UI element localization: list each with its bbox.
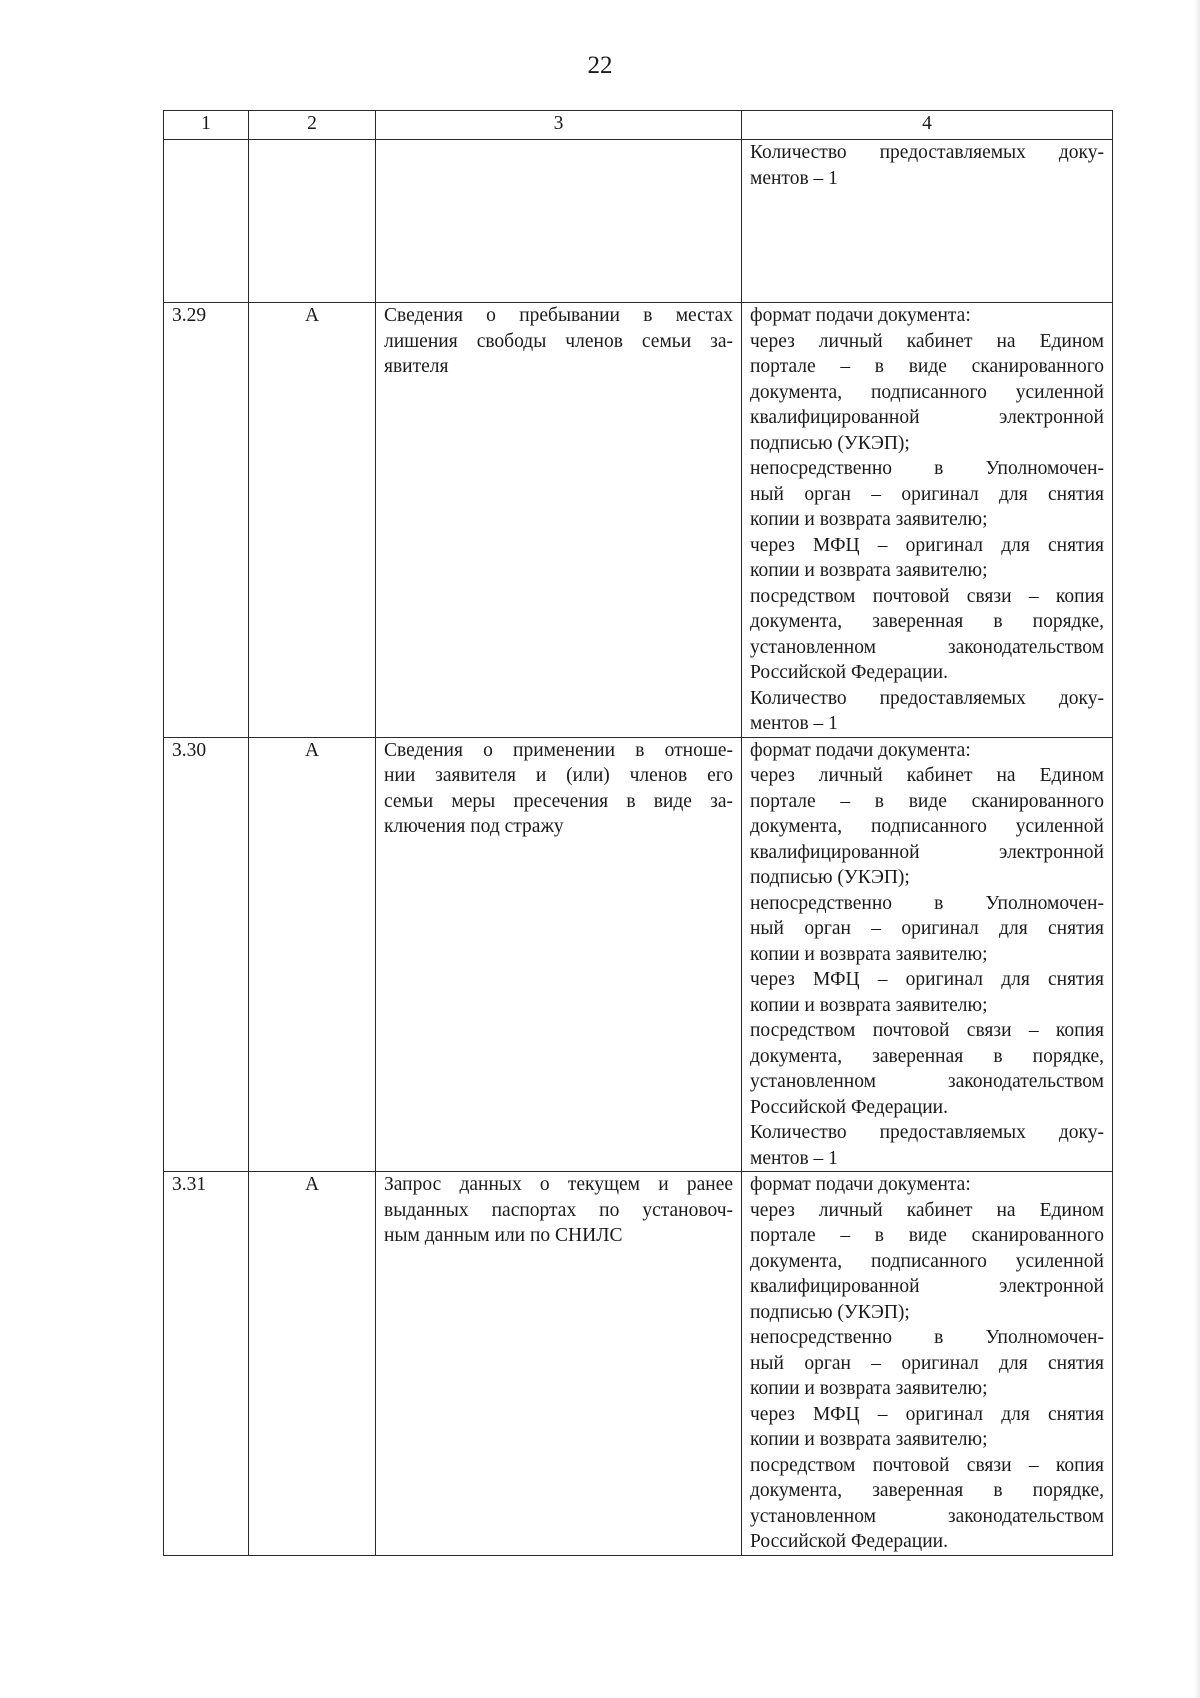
row-format [742,1172,1113,1556]
format-line: через личный кабинет на Едином [750,1199,1104,1221]
format-line: копии и возврата заявителю; [750,1429,988,1450]
header-col-2: 2 [249,111,376,140]
table-row-continuation [164,140,1113,303]
format-line: копии и возврата заявителю; [750,1378,988,1399]
format-line: документа, заверенная в порядке, [750,1045,1104,1067]
format-line: ментов – 1 [750,713,838,734]
continuation-format-cell [742,140,1113,303]
format-line: Российской Федерации. [750,1096,948,1118]
row-number: 3.31 [164,1172,249,1556]
format-line: через МФЦ – оригинал для снятия [750,534,1104,556]
table-header-row [164,111,1113,140]
format-line: квалифицированной электронной [750,841,1104,863]
format-line: через МФЦ – оригинал для снятия [750,969,1104,990]
header-col-3: 3 [376,111,742,140]
format-line: установленном законодательством [750,636,1104,658]
row-description [376,303,742,738]
row-number: 3.30 [164,737,249,1172]
format-line: через личный кабинет на Едином [750,765,1104,786]
page-number: 22 [587,52,613,79]
row-type: А [249,737,376,1172]
format-line: документа, заверенная в порядке, [750,1480,1104,1501]
scan-edge-shadow [1194,0,1200,1698]
row-number: 3.29 [164,303,249,738]
description-line: лишения свободы членов семьи за- [384,330,733,352]
format-line: ный орган – оригинал для снятия [750,1352,1104,1374]
row-type: А [249,1172,376,1556]
format-line: ный орган – оригинал для снятия [750,483,1104,505]
row-format [742,737,1113,1172]
description-line: нии заявителя и (или) членов его [384,765,733,786]
format-line: документа, подписанного усиленной [750,381,1104,403]
format-line: копии и возврата заявителю; [750,994,988,1016]
description-line: явителя [384,356,449,377]
header-col-4: 4 [742,111,1113,140]
format-line: непосредственно в Уполномочен- [750,892,1104,914]
format-line: Российской Федерации. [750,662,948,683]
format-line: посредством почтовой связи – копия [750,585,1104,607]
format-line: подписью (УКЭП); [750,1301,910,1323]
format-line: квалифицированной электронной [750,407,1104,428]
description-line: Запрос данных о текущем и ранее [384,1174,733,1195]
description-line: ным данным или по СНИЛС [384,1225,623,1246]
description-line: семьи меры пресечения в виде за- [384,790,733,812]
format-line: ментов – 1 [750,1147,838,1169]
table-row [164,1172,1113,1556]
format-line: через МФЦ – оригинал для снятия [750,1403,1104,1425]
format-line: посредством почтовой связи – копия [750,1454,1104,1476]
format-line: через личный кабинет на Едином [750,330,1104,352]
format-line: копии и возврата заявителю; [750,943,988,965]
cell-empty [164,140,249,303]
format-line: документа, заверенная в порядке, [750,611,1104,632]
description-line: ключения под стражу [384,816,564,837]
description-line: Сведения о пребывании в местах [384,305,733,326]
format-line: копии и возврата заявителю; [750,560,988,581]
format-line: ный орган – оригинал для снятия [750,918,1104,939]
description-line: выданных паспортах по установоч- [384,1199,733,1221]
format-line: Количество предоставляемых доку- [750,687,1104,709]
cell-empty [249,140,376,303]
format-line: Количество предоставляемых доку- [750,1122,1104,1143]
format-line: Российской Федерации. [750,1531,948,1552]
format-line: портале – в виде сканированного [750,790,1104,812]
format-line: копии и возврата заявителю; [750,509,988,530]
row-format [742,303,1113,738]
format-line: подписью (УКЭП); [750,432,910,454]
format-line: формат подачи документа: [750,1174,971,1195]
format-line: документа, подписанного усиленной [750,816,1104,837]
format-line: формат подачи документа: [750,739,971,761]
format-line: установленном законодательством [750,1505,1104,1527]
cell-empty [376,140,742,303]
table-row [164,303,1113,738]
format-line: посредством почтовой связи – копия [750,1020,1104,1041]
document-table [163,110,1113,1556]
row-type: А [249,303,376,738]
table-row [164,737,1113,1172]
description-line: Сведения о применении в отноше- [384,739,733,761]
row-description [376,1172,742,1556]
format-line: квалифицированной электронной [750,1276,1104,1297]
format-line: документа, подписанного усиленной [750,1250,1104,1272]
format-line: ментов – 1 [750,167,838,189]
format-line: подписью (УКЭП); [750,867,910,888]
format-line: Количество предоставляемых доку- [750,142,1104,163]
format-line: портале – в виде сканированного [750,356,1104,377]
header-col-1: 1 [164,111,249,140]
format-line: непосредственно в Уполномочен- [750,458,1104,479]
format-line: формат подачи документа: [750,305,971,326]
format-line: установленном законодательством [750,1071,1104,1092]
row-description [376,737,742,1172]
format-line: портале – в виде сканированного [750,1225,1104,1246]
format-line: непосредственно в Уполномочен- [750,1327,1104,1348]
